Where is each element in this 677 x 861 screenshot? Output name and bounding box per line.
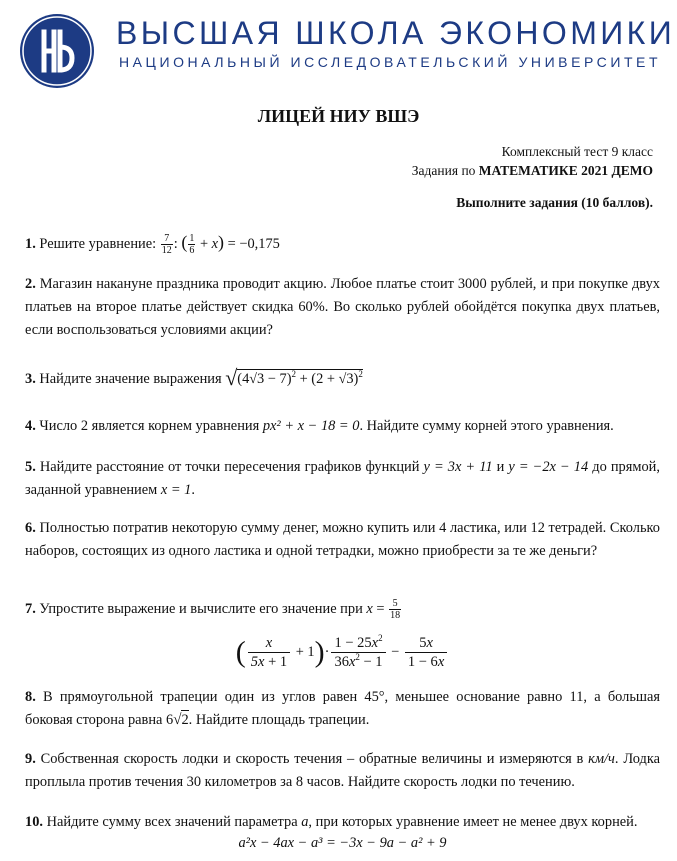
fraction: [188, 233, 195, 256]
header: [0, 0, 677, 90]
task-text: . Лодка проплыла против течения 30 километров за 8 часов. Найдите скорость лодки по течению.: [25, 751, 660, 790]
task-3: [25, 366, 660, 391]
subject-name: МАТЕМАТИКЕ 2021 ДЕМО: [478, 163, 653, 178]
task-7: 7. Упростите выражение и вычислите его значение при x = $\frac{5}{18}$: [25, 598, 401, 622]
task-text: Найдите сумму всех значений параметра: [46, 814, 298, 830]
equation: px² + x − 18 = 0: [262, 418, 360, 434]
task-4: [25, 415, 660, 438]
subject-prefix: Задания по: [411, 163, 479, 178]
task-2: [25, 273, 660, 342]
task-1: 1. Решите уравнение: $\frac{7}{12}$ : ( $\frac{1}{6}$ + x) = −0,175: [25, 232, 280, 257]
task-text: . Найдите площадь трапеции.: [188, 712, 370, 728]
task-number: 8.: [25, 689, 36, 705]
fraction-denominator: 18: [390, 610, 401, 622]
task-6: [25, 517, 660, 563]
task-text: . Найдите сумму корней этого уравнения.: [359, 418, 614, 434]
task-text: Упростите выражение и вычислите его значение при: [39, 601, 363, 617]
fraction-numerator: 5: [389, 598, 401, 610]
fraction-numerator: 1: [189, 233, 195, 245]
task-number: 5.: [25, 459, 36, 475]
task-number: 4.: [25, 418, 36, 434]
task-number: 6.: [25, 520, 36, 536]
subject-line: [412, 162, 653, 180]
task-text: и: [496, 459, 505, 475]
task-7-expression: ( $\frac{x}{5x + 1}$ + 1)· $\frac{1 - 25x^2}{36x^2 - 1}$ − $\frac{5x}{1 - 6x}$: [25, 634, 660, 671]
org-main-title: ВЫСШАЯ ШКОЛА ЭКОНОМИКИ: [116, 15, 676, 51]
radical-expression: $√(4√3 - 7)^2 + (2 + √3)^2$: [225, 365, 363, 390]
task-5: [25, 456, 660, 502]
task-9: [25, 748, 660, 794]
task-10: [25, 811, 660, 834]
task-number: 7.: [25, 601, 36, 617]
task-number: 9.: [25, 751, 36, 767]
math-tail: = −0,175: [227, 236, 280, 252]
task-text: Полностью потратив некоторую сумму денег, можно купить или 4 ластика, или 12 тетрадей. Сколько наборов, состоящих из одного ластика и одной тетрадки, можно приобрести за те же деньги?: [25, 520, 660, 559]
page-title: ЛИЦЕЙ НИУ ВШЭ: [257, 106, 420, 126]
org-subtitle: НАЦИОНАЛЬНЫЙ ИССЛЕДОВАТЕЛЬСКИЙ УНИВЕРСИТЕТ: [119, 54, 662, 70]
task-number: 1.: [25, 236, 36, 252]
task-10-equation: [25, 833, 660, 853]
task-8: 8. В прямоугольной трапеции один из углов равен 45°, меньшее основание равно 11, а большая боковая сторона равна 6√2. Найдите площадь трапеции.: [25, 689, 660, 728]
fraction: [389, 598, 401, 621]
hse-logo-icon: [20, 14, 94, 88]
fraction-denominator: 6: [189, 245, 195, 257]
task-text: Найдите значение выражения: [39, 371, 222, 387]
task-text: В прямоугольной трапеции один из углов равен 45°, меньшее основание равно 11, а большая боковая сторона равна: [25, 689, 660, 728]
test-type: Комплексный тест 9 класс: [501, 144, 653, 159]
equation: a²x − 4ax − a³ = −3x − 9a − a² + 9: [238, 835, 447, 851]
task-text: .: [191, 482, 195, 498]
fraction-denominator: 12: [161, 245, 172, 257]
line-equation: x = 1: [160, 482, 192, 498]
task-text: Решите уравнение:: [39, 236, 157, 252]
task-number: 3.: [25, 371, 36, 387]
function-1: y = 3x + 11: [423, 459, 493, 475]
fraction: [161, 233, 173, 256]
task-text: Найдите расстояние от точки пересечения графиков функций: [39, 459, 420, 475]
task-number: 2.: [25, 276, 36, 292]
parameter: a: [301, 814, 309, 830]
hse-logo: [20, 14, 94, 88]
task-text: Собственная скорость лодки и скорость течения – обратные величины и измеряются в: [40, 751, 584, 767]
task-number: 10.: [25, 814, 43, 830]
task-text: до прямой, заданной уравнением: [25, 459, 660, 498]
fraction-numerator: 7: [161, 233, 173, 245]
unit: км/ч: [588, 751, 615, 767]
task-text: Магазин накануне праздника проводит акцию. Любое платье стоит 3000 рублей, и при покупке двух платьев на второе платье действует скидка 60%. Во сколько рублей обойдётся покупка двух платьев, если воспользоваться условиями акции?: [25, 276, 660, 338]
instruction: Выполните задания (10 баллов).: [456, 195, 653, 210]
function-2: y = −2x − 14: [508, 459, 589, 475]
task-text: , при которых уравнение имеет не менее двух корней.: [308, 814, 638, 830]
task-text: Число 2 является корнем уравнения: [39, 418, 260, 434]
